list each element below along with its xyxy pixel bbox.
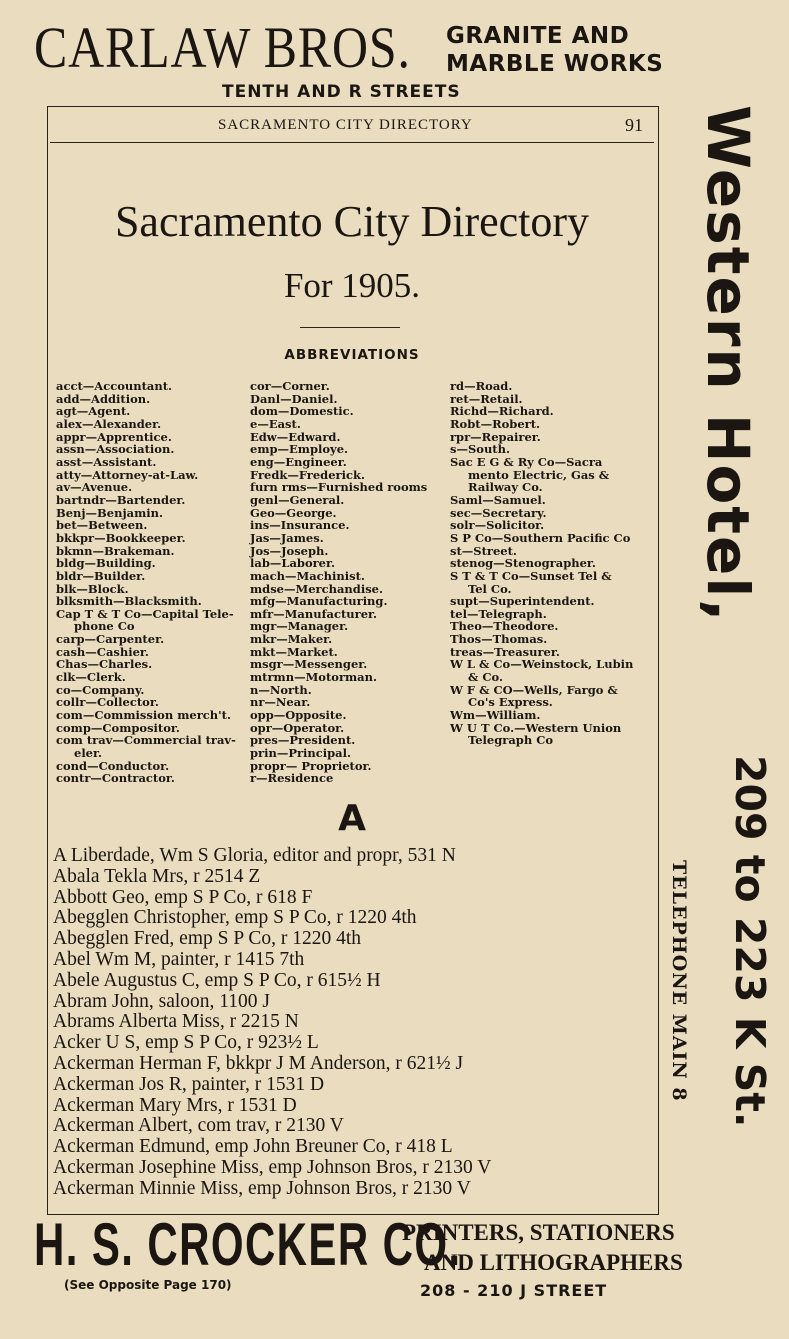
abbreviation-item: W L & Co—Weinstock, Lubin <box>450 657 634 672</box>
directory-entry: Ackerman Edmund, emp John Breuner Co, r 418 L <box>53 1136 453 1158</box>
abbreviation-item: co—Company. <box>56 682 145 697</box>
letter-section-heading: A <box>338 798 366 839</box>
top-ad-company-name: CARLAW BROS. <box>34 15 411 80</box>
abbreviation-item: Fredk—Frederick. <box>250 467 365 482</box>
abbreviation-item-continued: Co's Express. <box>468 695 553 710</box>
abbreviation-item: atty—Attorney-at-Law. <box>56 467 199 482</box>
abbreviation-item: e—East. <box>250 416 301 431</box>
abbreviation-item: Cap T & T Co—Capital Tele- <box>56 606 234 621</box>
abbreviation-item: supt—Superintendent. <box>450 594 595 609</box>
abbreviation-item: st—Street. <box>450 543 517 558</box>
abbreviation-item-continued: & Co. <box>468 670 504 685</box>
abbreviation-item: bkmn—Brakeman. <box>56 543 175 558</box>
directory-entry: Abrams Alberta Miss, r 2215 N <box>53 1011 299 1033</box>
directory-entry: A Liberdade, Wm S Gloria, editor and propr, 531 N <box>53 845 456 866</box>
running-header <box>50 115 654 139</box>
abbreviation-item: Saml—Samuel. <box>450 492 546 507</box>
abbreviation-item: alex—Alexander. <box>56 416 162 431</box>
bottom-ad-services <box>402 1218 683 1278</box>
abbreviation-item: contr—Contractor. <box>56 771 175 786</box>
abbreviation-item: nr—Near. <box>250 695 311 710</box>
bottom-ad-services-line1: PRINTERS, STATIONERS <box>402 1220 675 1245</box>
abbreviation-item: Jas—James. <box>250 530 324 545</box>
abbreviation-item: acct—Accountant. <box>56 379 173 393</box>
abbreviation-item: asst—Assistant. <box>56 454 157 469</box>
abbreviation-item: r—Residence <box>250 771 334 786</box>
abbreviation-item-continued: eler. <box>74 746 103 761</box>
abbreviation-item: Geo—George. <box>250 505 337 520</box>
abbreviation-item: assn—Association. <box>56 442 175 457</box>
abbreviation-item: opp—Opposite. <box>250 708 347 723</box>
page-subtitle: For 1905. <box>283 266 421 305</box>
right-side-advertisement <box>662 105 780 1205</box>
abbreviation-item: av—Avenue. <box>56 480 133 495</box>
abbreviation-item: Robt—Robert. <box>450 416 541 431</box>
abbreviation-item: mfr—Manufacturer. <box>250 606 378 621</box>
page-number: 91 <box>625 115 643 135</box>
top-ad-services-line2: MARBLE WORKS <box>446 51 664 77</box>
abbreviation-item: mkr—Maker. <box>250 632 333 647</box>
abbreviation-item: opr—Operator. <box>250 720 345 735</box>
bottom-ad-note: (See Opposite Page 170) <box>64 1278 232 1292</box>
abbreviation-item: mfg—Manufacturing. <box>250 594 388 609</box>
abbreviation-item: bldg—Building. <box>56 556 156 571</box>
directory-entry: Abala Tekla Mrs, r 2514 Z <box>53 865 261 887</box>
abbreviations-heading: ABBREVIATIONS <box>284 347 420 363</box>
abbreviation-item: com trav—Commercial trav- <box>56 733 236 748</box>
abbreviation-item: dom—Domestic. <box>250 404 354 419</box>
abbreviation-item: blk—Block. <box>56 581 129 596</box>
abbreviation-item: tel—Telegraph. <box>450 606 547 621</box>
directory-entry: Abel Wm M, painter, r 1415 7th <box>53 948 305 970</box>
abbreviation-item: Benj—Benjamin. <box>56 505 163 520</box>
abbreviation-item: Richd—Richard. <box>450 404 554 419</box>
abbreviation-item: bet—Between. <box>56 518 148 533</box>
abbreviation-item-continued: Tel Co. <box>468 581 512 596</box>
directory-entry: Abegglen Fred, emp S P Co, r 1220 4th <box>53 928 362 950</box>
abbreviation-item: treas—Treasurer. <box>450 644 560 659</box>
abbreviation-item: mtrmn—Motorman. <box>250 670 377 685</box>
hotel-address: 209 to 223 K St. <box>726 755 774 1128</box>
abbreviation-item: clk—Clerk. <box>56 670 126 685</box>
abbreviations-column-2 <box>250 380 427 785</box>
abbreviation-item: s—South. <box>450 442 510 457</box>
abbreviation-item: Danl—Daniel. <box>250 391 338 406</box>
top-ad-services <box>446 22 663 78</box>
abbreviation-item: S P Co—Southern Pacific Co <box>450 530 631 545</box>
abbreviation-item: cond—Conductor. <box>56 758 170 773</box>
abbreviation-item: Wm—William. <box>450 708 541 723</box>
directory-entry: Abbott Geo, emp S P Co, r 618 F <box>53 886 313 908</box>
abbreviation-item: sec—Secretary. <box>450 505 547 520</box>
header-divider <box>50 142 654 143</box>
abbreviation-item: propr— Proprietor. <box>250 758 372 773</box>
abbreviation-item-continued: phone Co <box>74 619 135 634</box>
abbreviation-item: comp—Compositor. <box>56 720 180 735</box>
abbreviation-item: msgr—Messenger. <box>250 657 368 672</box>
directory-entry: Ackerman Jos R, painter, r 1531 D <box>53 1073 325 1095</box>
abbreviation-item: Chas—Charles. <box>56 657 153 672</box>
abbreviation-item: stenog—Stenographer. <box>450 556 596 571</box>
bottom-ad-company-name: H. S. CROCKER CO. <box>34 1211 462 1278</box>
abbreviation-item: solr—Solicitor. <box>450 518 545 533</box>
abbreviation-item: ret—Retail. <box>450 391 523 406</box>
abbreviations-column-1 <box>56 380 236 785</box>
page-title: Sacramento City Directory <box>114 197 590 246</box>
directory-entry: Acker U S, emp S P Co, r 923½ L <box>53 1032 319 1054</box>
abbreviations-column-3 <box>450 380 633 747</box>
bottom-ad-services-line2: AND LITHOGRAPHERS <box>424 1250 683 1275</box>
abbreviation-item: carp—Carpenter. <box>56 632 165 647</box>
hotel-name: Western Hotel, <box>694 105 762 624</box>
abbreviation-item: pres—President. <box>250 733 356 748</box>
abbreviation-item: eng—Engineer. <box>250 454 347 469</box>
abbreviation-item: mach—Machinist. <box>250 568 365 583</box>
abbreviation-item: blksmith—Blacksmith. <box>56 594 202 609</box>
abbreviation-item: rpr—Repairer. <box>450 429 541 444</box>
abbreviation-item: n—North. <box>250 682 312 697</box>
abbreviation-item: prin—Principal. <box>250 746 352 761</box>
directory-entries <box>53 846 491 1200</box>
abbreviation-item: add—Addition. <box>56 391 151 406</box>
abbreviation-item: cash—Cashier. <box>56 644 149 659</box>
directory-entry: Ackerman Josephine Miss, emp Johnson Bros, r 2130 V <box>53 1156 492 1178</box>
abbreviation-item: agt—Agent. <box>56 404 131 419</box>
abbreviation-item: rd—Road. <box>450 379 513 393</box>
abbreviation-item: bkkpr—Bookkeeper. <box>56 530 186 545</box>
title-divider <box>300 327 400 328</box>
abbreviation-item: furn rms—Furnished rooms <box>250 480 428 495</box>
abbreviation-item: Jos—Joseph. <box>250 543 329 558</box>
abbreviation-item: bldr—Builder. <box>56 568 146 583</box>
abbreviation-item: cor—Corner. <box>250 379 330 393</box>
abbreviation-item-continued: mento Electric, Gas & <box>468 467 610 482</box>
directory-entry: Ackerman Herman F, bkkpr J M Anderson, r 621½ J <box>53 1052 464 1074</box>
abbreviation-item: Thos—Thomas. <box>450 632 548 647</box>
abbreviation-item-continued: Telegraph Co <box>468 733 554 748</box>
hotel-telephone: TELEPHONE MAIN 8 <box>668 860 690 1102</box>
abbreviation-item: Edw—Edward. <box>250 429 341 444</box>
abbreviation-item: com—Commission merch't. <box>56 708 231 723</box>
abbreviation-item: W F & CO—Wells, Fargo & <box>450 682 618 697</box>
abbreviation-item: W U T Co.—Western Union <box>450 720 622 735</box>
abbreviation-item: ins—Insurance. <box>250 518 350 533</box>
abbreviation-item: genl—General. <box>250 492 345 507</box>
top-ad-services-line1: GRANITE AND <box>446 23 630 49</box>
abbreviation-item: mkt—Market. <box>250 644 338 659</box>
top-ad-address: TENTH AND R STREETS <box>222 82 461 102</box>
directory-entry: Ackerman Albert, com trav, r 2130 V <box>53 1115 344 1137</box>
abbreviation-item: appr—Apprentice. <box>56 429 172 444</box>
abbreviation-item: Sac E G & Ry Co—Sacra <box>450 454 603 469</box>
directory-entry: Ackerman Minnie Miss, emp Johnson Bros, r 2130 V <box>53 1177 471 1199</box>
abbreviation-item: S T & T Co—Sunset Tel & <box>450 568 612 583</box>
abbreviation-item: mdse—Merchandise. <box>250 581 383 596</box>
abbreviation-item: collr—Collector. <box>56 695 159 710</box>
abbreviation-item: Theo—Theodore. <box>450 619 559 634</box>
abbreviation-item: lab—Laborer. <box>250 556 335 571</box>
directory-entry: Abele Augustus C, emp S P Co, r 615½ H <box>53 969 381 991</box>
bottom-ad-address: 208 - 210 J STREET <box>420 1281 608 1300</box>
directory-entry: Abegglen Christopher, emp S P Co, r 1220 4th <box>53 907 417 929</box>
abbreviation-item: mgr—Manager. <box>250 619 349 634</box>
running-title: SACRAMENTO CITY DIRECTORY <box>218 117 473 133</box>
abbreviation-item: bartndr—Bartender. <box>56 492 186 507</box>
directory-entry: Abram John, saloon, 1100 J <box>53 990 271 1012</box>
directory-entry: Ackerman Mary Mrs, r 1531 D <box>53 1094 297 1116</box>
abbreviation-item: emp—Employe. <box>250 442 349 457</box>
abbreviation-item-continued: Railway Co. <box>468 480 543 495</box>
